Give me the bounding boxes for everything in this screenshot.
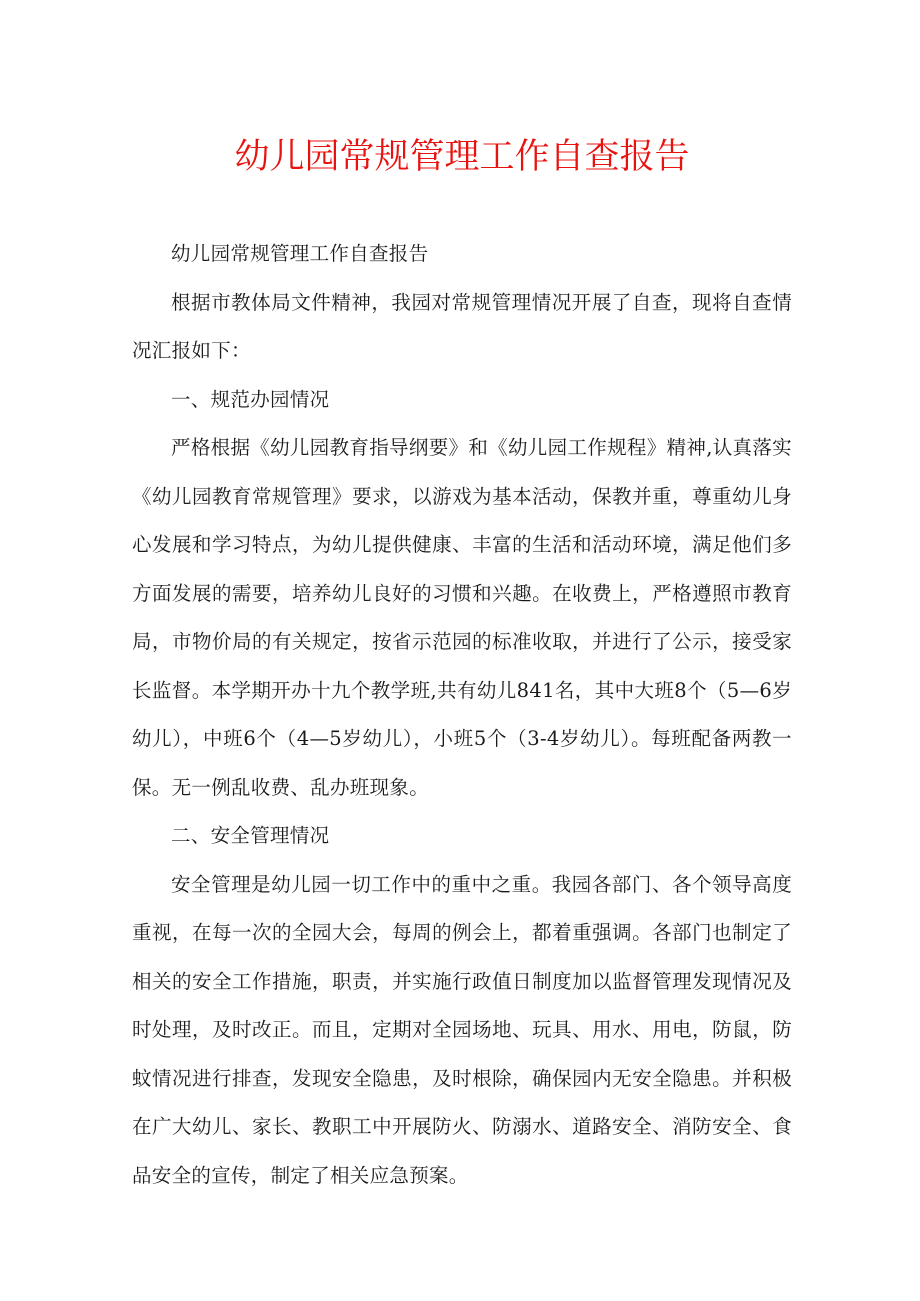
section-heading-1: 一、规范办园情况 [171, 387, 330, 411]
paragraph-subtitle: 幼儿园常规管理工作自查报告 [171, 242, 429, 265]
paragraph-section-1: 严格根据《幼儿园教育指导纲要》和《幼儿园工作规程》精神,认真落实《幼儿园教育常规管理》要求，以游戏为基本活动，保教并重，尊重幼儿身心发展和学习特点，为幼儿提供健康、丰富的生活和活动环境，满足他们多方面发展的需要，培养幼儿良好的习惯和兴趣。在收费上，严格遵照市教育局，市物价局的有关规定，按省示范园的标准收取，并进行了公示，接受家长监督。本学期开办十九个教学班,共有幼儿841名，其中大班8个（5—6岁幼儿），中班6个（4—5岁幼儿），小班5个（3-4岁幼儿）。每班配备两教一保。无一例乱收费、乱办班现象。 [132, 436, 792, 799]
section-heading-2: 二、安全管理情况 [171, 824, 330, 847]
paragraph-section-2: 安全管理是幼儿园一切工作中的重中之重。我园各部门、各个领导高度重视，在每一次的全园大会，每周的例会上，都着重强调。各部门也制定了相关的安全工作措施，职责，并实施行政值日制度加以监督管理发现情况及时处理，及时改正。而且，定期对全园场地、玩具、用水、用电，防鼠，防蚊情况进行排查，发现安全隐患，及时根除，确保园内无安全隐患。并积极在广大幼儿、家长、教职工中开展防火、防溺水、道路安全、消防安全、食品安全的宣传，制定了相关应急预案。 [132, 872, 792, 1187]
document-body [132, 230, 792, 1200]
paragraph-intro: 根据市教体局文件精神，我园对常规管理情况开展了自查，现将自查情况汇报如下： [132, 290, 792, 362]
document-title: 幼儿园常规管理工作自查报告 [234, 137, 690, 177]
